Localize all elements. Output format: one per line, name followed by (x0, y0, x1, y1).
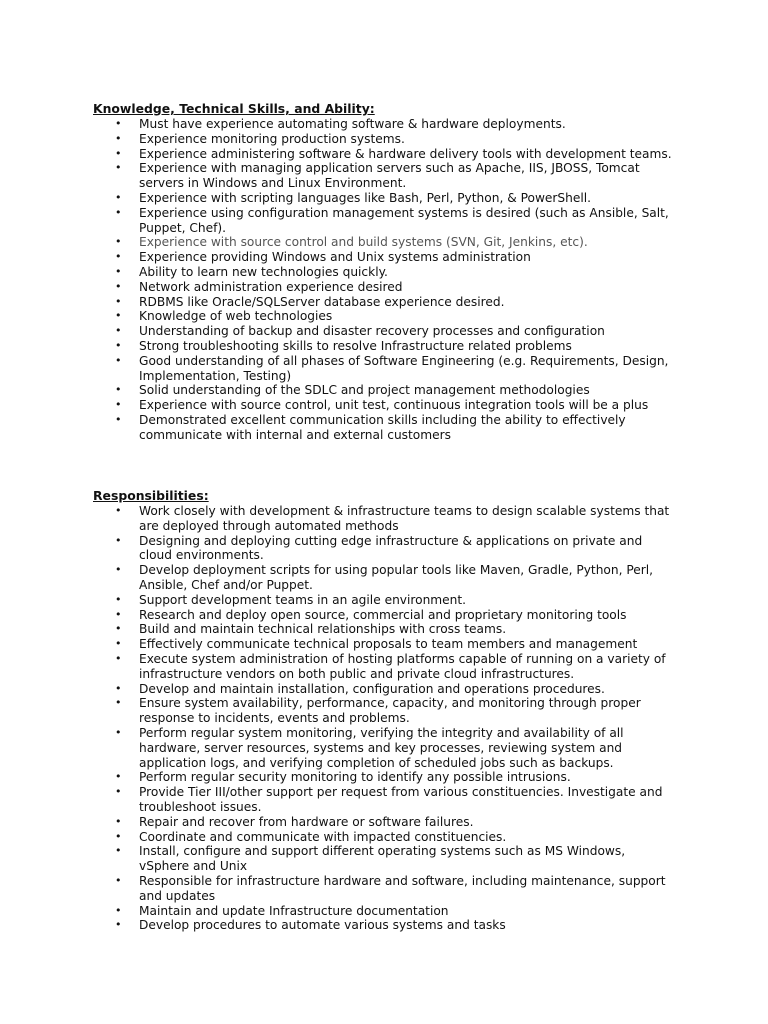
bullet-icon: • (115, 338, 122, 352)
list-item: • Experience administering software & hardware delivery tools with development teams. (115, 146, 672, 161)
list-item: • Work closely with development & infrastructure teams to design scalable systems that are deployed through automated methods (115, 504, 670, 533)
list-item: • Develop deployment scripts for using popular tools like Maven, Gradle, Python, Perl, Ansible, Chef and/or Puppet. (115, 563, 654, 592)
knowledge-section (93, 101, 693, 443)
responsibilities-list (93, 504, 693, 933)
bullet-icon: • (115, 324, 122, 338)
bullet-icon: • (115, 770, 122, 784)
list-item: • Build and maintain technical relationships with cross teams. (115, 622, 507, 637)
list-item: • Experience with managing application servers such as Apache, IIS, JBOSS, Tomcat servers in Windows and Linux Environment. (115, 161, 640, 191)
list-item: • Good understanding of all phases of Software Engineering (e.g. Requirements, Design, Implementation, Testing) (115, 353, 669, 383)
bullet-icon: • (115, 161, 122, 175)
list-item: • Experience with source control and build systems (SVN, Git, Jenkins, etc). (115, 235, 588, 250)
bullet-icon: • (115, 117, 122, 130)
list-item: • Experience providing Windows and Unix systems administration (115, 250, 531, 265)
bullet-icon: • (115, 131, 122, 145)
list-item: • Understanding of backup and disaster recovery processes and configuration (115, 324, 605, 339)
list-item: • Provide Tier III/other support per request from various constituencies. Investigate and troubleshoot issues. (115, 785, 663, 814)
list-item: • Knowledge of web technologies (115, 309, 333, 324)
bullet-icon: • (115, 651, 122, 665)
bullet-icon: • (115, 309, 122, 323)
bullet-icon: • (115, 205, 122, 219)
list-item: • Research and deploy open source, commercial and proprietary monitoring tools (115, 607, 627, 622)
responsibilities-section (93, 488, 693, 933)
bullet-icon: • (115, 785, 122, 799)
list-item: • Coordinate and communicate with impacted constituencies. (115, 829, 507, 844)
bullet-icon: • (115, 903, 122, 917)
list-item: • Experience using configuration management systems is desired (such as Ansible, Salt, Puppet, Chef). (115, 205, 669, 235)
bullet-icon: • (115, 844, 122, 858)
list-item: • RDBMS like Oracle/SQLServer database experience desired. (115, 294, 505, 309)
knowledge-heading: Knowledge, Technical Skills, and Ability: (93, 101, 375, 116)
list-item: • Maintain and update Infrastructure documentation (115, 903, 449, 918)
bullet-icon: • (115, 383, 122, 397)
list-item: • Effectively communicate technical proposals to team members and management (115, 637, 638, 652)
bullet-icon: • (115, 918, 122, 932)
list-item: • Designing and deploying cutting edge infrastructure & applications on private and cloud environments. (115, 533, 643, 563)
bullet-icon: • (115, 873, 122, 887)
list-item: • Install, configure and support different operating systems such as MS Windows, vSphere and Unix (115, 844, 626, 874)
bullet-icon: • (115, 607, 122, 621)
list-item: • Experience with source control, unit test, continuous integration tools will be a plus (115, 398, 649, 413)
list-item: • Experience monitoring production systems. (115, 131, 405, 146)
bullet-icon: • (115, 533, 122, 547)
bullet-icon: • (115, 279, 122, 293)
list-item: • Perform regular security monitoring to identify any possible intrusions. (115, 770, 571, 785)
bullet-icon: • (115, 190, 122, 204)
bullet-icon: • (115, 725, 122, 739)
bullet-icon: • (115, 235, 122, 249)
list-item: • Responsible for infrastructure hardware and software, including maintenance, support and updates (115, 873, 666, 903)
list-item: • Ability to learn new technologies quickly. (115, 264, 388, 279)
bullet-icon: • (115, 146, 122, 160)
list-item: • Ensure system availability, performance, capacity, and monitoring through proper response to incidents, events and problems. (115, 696, 641, 726)
list-item: • Execute system administration of hosting platforms capable of running on a variety of infrastructure vendors on both public and private cloud infrastructures. (115, 651, 666, 681)
knowledge-list (93, 117, 693, 443)
bullet-icon: • (115, 412, 122, 426)
list-item: • Strong troubleshooting skills to resolve Infrastructure related problems (115, 338, 572, 353)
bullet-icon: • (115, 592, 122, 606)
bullet-icon: • (115, 294, 122, 308)
list-item: • Experience with scripting languages like Bash, Perl, Python, & PowerShell. (115, 190, 592, 205)
bullet-icon: • (115, 829, 122, 843)
bullet-icon: • (115, 264, 122, 278)
list-item: • Must have experience automating software & hardware deployments. (115, 117, 566, 131)
list-item: • Support development teams in an agile environment. (115, 592, 467, 607)
bullet-icon: • (115, 814, 122, 828)
responsibilities-heading: Responsibilities: (93, 488, 209, 503)
bullet-icon: • (115, 637, 122, 651)
bullet-icon: • (115, 504, 122, 517)
bullet-icon: • (115, 681, 122, 695)
bullet-icon: • (115, 353, 122, 367)
list-item: • Repair and recover from hardware or software failures. (115, 814, 474, 829)
list-item: • Develop and maintain installation, configuration and operations procedures. (115, 681, 605, 696)
bullet-icon: • (115, 398, 122, 412)
list-item: • Solid understanding of the SDLC and project management methodologies (115, 383, 590, 398)
bullet-icon: • (115, 250, 122, 264)
list-item: • Perform regular system monitoring, verifying the integrity and availability of all hardware, server resources, systems and key processes, reviewing system and application logs, and verifying completion of scheduled jobs such as backups. (115, 725, 624, 770)
bullet-icon: • (115, 696, 122, 710)
bullet-icon: • (115, 622, 122, 636)
list-item: • Demonstrated excellent communication skills including the ability to effectively communicate with internal and external customers (115, 412, 626, 442)
bullet-icon: • (115, 563, 122, 577)
list-item: • Network administration experience desired (115, 279, 403, 294)
list-item: • Develop procedures to automate various systems and tasks (115, 918, 506, 933)
